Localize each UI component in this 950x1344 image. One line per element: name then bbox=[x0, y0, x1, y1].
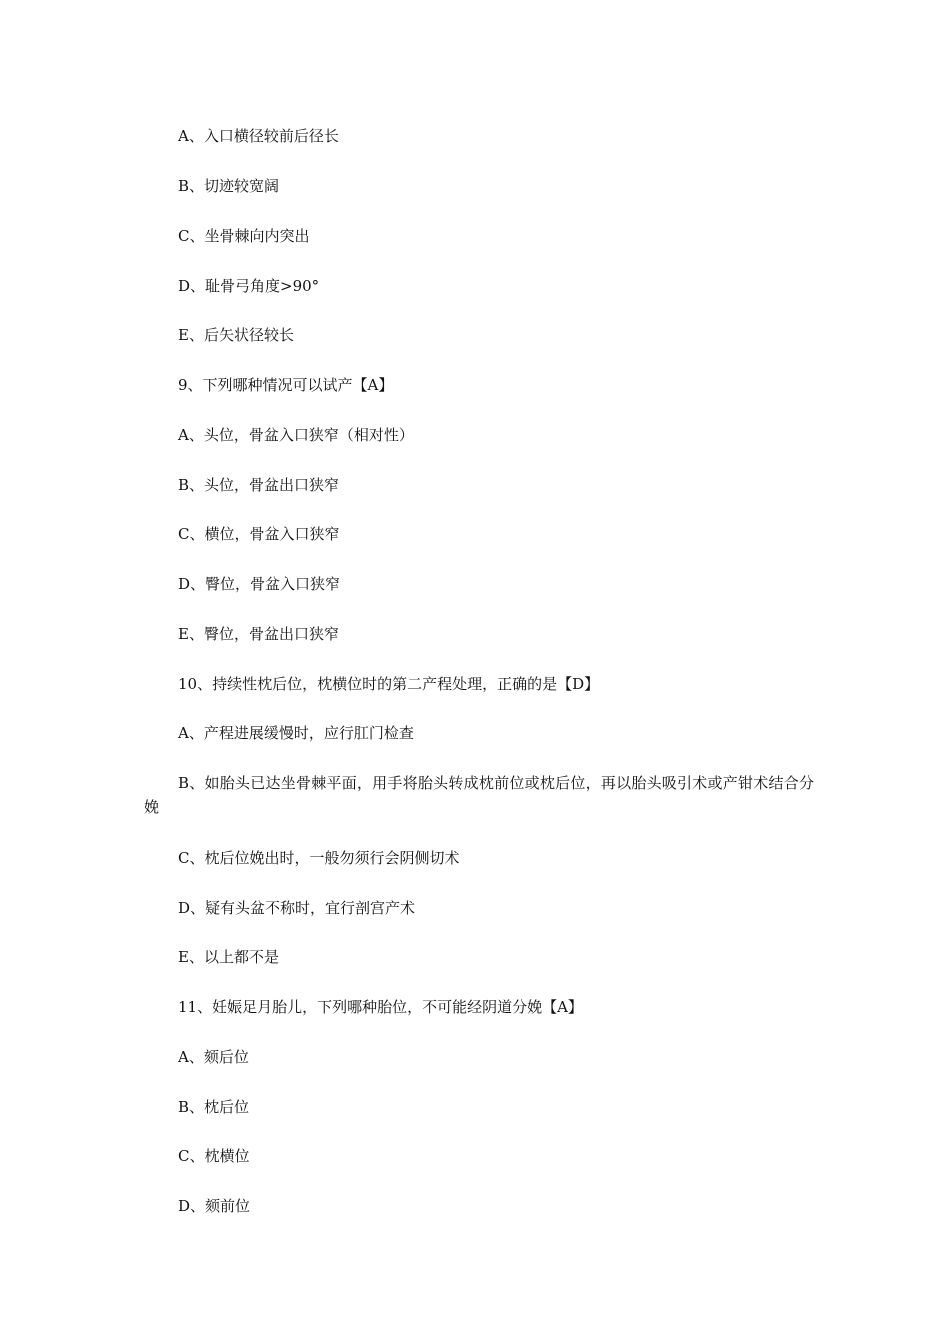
option-line: D、疑有头盆不称时，宜行剖宫产术 bbox=[178, 899, 416, 917]
option-line: A、颏后位 bbox=[178, 1048, 249, 1066]
question-line: 9、下列哪种情况可以试产【A】 bbox=[178, 376, 394, 394]
option-line: C、枕横位 bbox=[178, 1147, 250, 1165]
question-line: 11、妊娠足月胎儿，下列哪种胎位，不可能经阴道分娩【A】 bbox=[178, 998, 583, 1016]
option-line: D、臀位，骨盆入口狭窄 bbox=[178, 575, 341, 593]
option-paragraph: B、如胎头已达坐骨棘平面，用手将胎头转成枕前位或枕后位，再以胎头吸引术或产钳术结合分娩 bbox=[144, 774, 814, 816]
option-line: C、枕后位娩出时，一般勿须行会阴侧切术 bbox=[178, 849, 460, 867]
option-line: B、头位，骨盆出口狭窄 bbox=[178, 476, 340, 494]
question-line: 10、持续性枕后位，枕横位时的第二产程处理，正确的是【D】 bbox=[178, 675, 600, 693]
option-line: B、枕后位 bbox=[178, 1098, 250, 1116]
option-line: E、臀位，骨盆出口狭窄 bbox=[178, 625, 339, 643]
option-line: D、颏前位 bbox=[178, 1197, 251, 1215]
option-line: C、横位，骨盆入口狭窄 bbox=[178, 525, 340, 543]
option-line: A、头位，骨盆入口狭窄（相对性） bbox=[178, 426, 414, 444]
option-line: E、后矢状径较长 bbox=[178, 326, 294, 344]
option-line: D、耻骨弓角度>90° bbox=[178, 277, 320, 295]
option-line: A、产程进展缓慢时，应行肛门检查 bbox=[178, 724, 414, 742]
option-line: B、切迹较宽阔 bbox=[178, 177, 280, 195]
option-line: C、坐骨棘向内突出 bbox=[178, 227, 310, 245]
option-line: A、入口横径较前后径长 bbox=[178, 127, 339, 145]
option-line: E、以上都不是 bbox=[178, 948, 279, 966]
